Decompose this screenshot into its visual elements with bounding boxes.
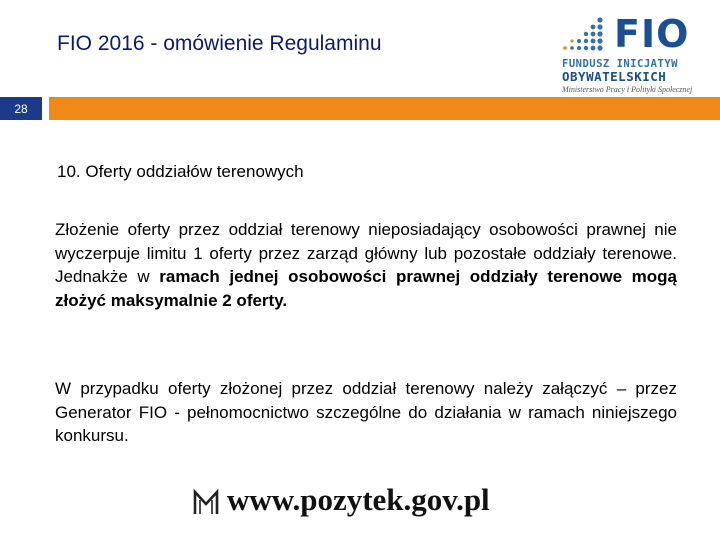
accent-bar <box>49 97 720 120</box>
paragraph-2: W przypadku oferty złożonej przez oddział terenowy należy załączyć – przez Generator FIO - pełnomocnictwo szczególne do działania w ramach niniejszego konkursu. <box>55 379 677 445</box>
footer <box>183 478 563 528</box>
slide-number-badge: 28 <box>0 97 42 120</box>
fio-wordmark: FIO <box>614 12 690 56</box>
fio-logo <box>556 10 702 96</box>
page-title: FIO 2016 - omówienie Regulaminu <box>57 32 382 55</box>
logo-line-obywatelskich: OBYWATELSKICH <box>562 69 667 84</box>
pozytek-logo-icon <box>191 488 221 518</box>
paragraph-1 <box>55 218 677 312</box>
logo-ministry-line: Ministerstwo Pracy i Polityki Społecznej <box>562 85 693 94</box>
section-heading: 10. Oferty oddziałów terenowych <box>57 162 304 181</box>
logo-line-fundusz: FUNDUSZ INICJATYW <box>562 58 678 70</box>
paragraph-1-bold-text: ramach jednej osobowości prawnej oddziały terenowe mogą złożyć maksymalnie 2 oferty. <box>55 267 677 310</box>
dots-logo-icon <box>560 16 604 56</box>
footer-url[interactable]: www.pozytek.gov.pl <box>227 482 490 517</box>
paragraph-1-text: Złożenie oferty przez oddział terenowy nieposiadający osobowości prawnej nie wyczerpuje limitu 1 oferty przez zarząd główny lub pozostałe oddziały terenowe. Jednakże w <box>55 220 677 286</box>
